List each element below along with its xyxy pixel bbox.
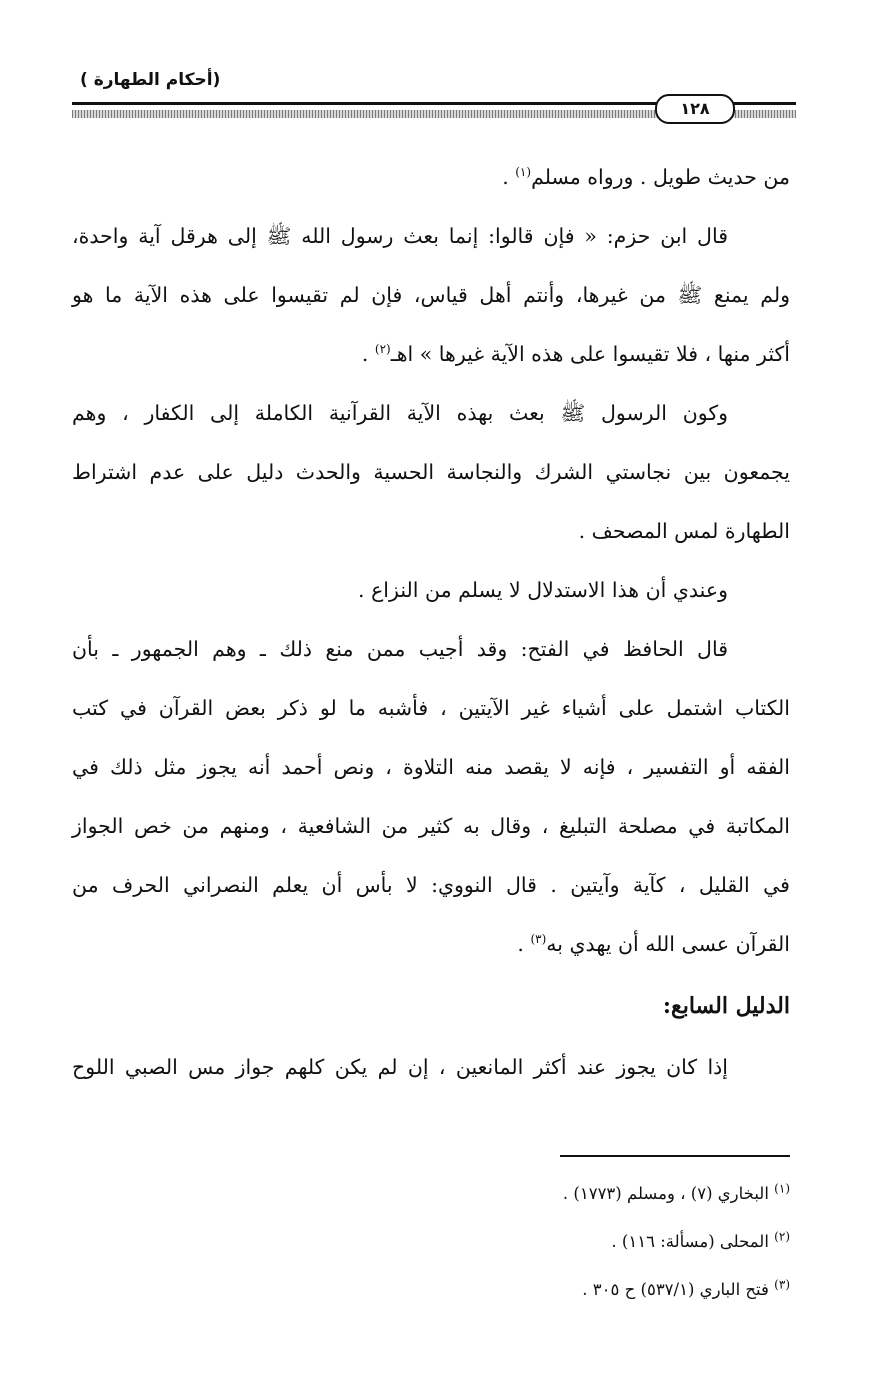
text-line bbox=[72, 148, 790, 207]
line-text: إذا كان يجوز عند أكثر المانعين ، إن لم يكن كلهم جواز مس الصبي اللوح bbox=[72, 1055, 728, 1079]
footnote-ref[interactable]: (١) bbox=[515, 165, 532, 180]
body-text bbox=[72, 148, 790, 1097]
line-text: أكثر منها ، فلا تقيسوا على هذه الآية غيرها » اهـ bbox=[390, 342, 790, 366]
line-end: . bbox=[517, 932, 531, 956]
footnote-ref[interactable]: (٢) bbox=[374, 342, 391, 357]
text-line bbox=[72, 797, 790, 856]
line-text: من حديث طويل . ورواه مسلم bbox=[531, 165, 790, 189]
line-text: وعندي أن هذا الاستدلال لا يسلم من النزاع . bbox=[358, 578, 728, 602]
line-text: المكاتبة في مصلحة التبليغ ، وقال به كثير من الشافعية ، ومنهم من خص الجواز bbox=[72, 814, 790, 838]
line-text: وكون الرسول ﷺ بعث بهذه الآية القرآنية الكاملة إلى الكفار ، وهم bbox=[72, 401, 728, 425]
footnote-text: البخاري (٧) ، ومسلم (١٧٧٣) . bbox=[562, 1184, 769, 1203]
footnote-mark: (٣) bbox=[774, 1277, 790, 1292]
footnote-text: المحلى (مسألة: ١١٦) . bbox=[611, 1232, 769, 1251]
line-text: الدليل السابع: bbox=[662, 993, 790, 1019]
text-line bbox=[72, 738, 790, 797]
footnote-ref[interactable]: (٣) bbox=[530, 932, 547, 947]
text-line bbox=[72, 856, 790, 915]
text-line bbox=[72, 1038, 790, 1097]
line-text: قال الحافظ في الفتح: وقد أجيب ممن منع ذلك ـ وهم الجمهور ـ بأن bbox=[72, 637, 728, 661]
footnote-separator bbox=[560, 1155, 790, 1157]
line-text: ولم يمنع ﷺ من غيرها، وأنتم أهل قياس، فإن لم تقيسوا على هذه الآية ما هو bbox=[72, 283, 790, 307]
line-text: الكتاب اشتمل على أشياء غير الآيتين ، فأشبه ما لو ذكر بعض القرآن في كتب bbox=[72, 696, 790, 720]
line-text: في القليل ، كآية وآيتين . قال النووي: لا بأس أن يعلم النصراني الحرف من bbox=[72, 873, 790, 897]
page-number: ١٢٨ bbox=[655, 94, 735, 124]
running-title: (أحكام الطهارة ) bbox=[80, 70, 221, 90]
line-text: قال ابن حزم: « فإن قالوا: إنما بعث رسول الله ﷺ إلى هرقل آية واحدة، bbox=[72, 224, 728, 248]
text-line bbox=[72, 325, 790, 384]
line-text: القرآن عسى الله أن يهدي به bbox=[546, 932, 790, 956]
line-end: . bbox=[502, 165, 516, 189]
text-line bbox=[72, 384, 790, 443]
line-end: . bbox=[361, 342, 375, 366]
footnote-text: فتح الباري (٥٣٧/١) ح ٣٠٥ . bbox=[582, 1280, 769, 1299]
footnote-item bbox=[300, 1170, 790, 1218]
text-line bbox=[72, 502, 790, 561]
text-line bbox=[72, 620, 790, 679]
text-line bbox=[72, 679, 790, 738]
footnote-item bbox=[300, 1266, 790, 1314]
text-line bbox=[72, 266, 790, 325]
footnote-mark: (٢) bbox=[774, 1229, 790, 1244]
text-line bbox=[72, 443, 790, 502]
footnote-mark: (١) bbox=[774, 1181, 790, 1196]
line-text: الطهارة لمس المصحف . bbox=[578, 519, 790, 543]
text-line bbox=[72, 915, 790, 974]
text-line bbox=[72, 207, 790, 266]
footnote-item bbox=[300, 1218, 790, 1266]
line-text: الفقه أو التفسير ، فإنه لا يقصد منه التلاوة ، ونص أحمد أنه يجوز مثل ذلك في bbox=[72, 755, 790, 779]
section-heading bbox=[72, 974, 790, 1038]
footnotes bbox=[300, 1170, 790, 1314]
line-text: يجمعون بين نجاستي الشرك والنجاسة الحسية والحدث دليل على عدم اشتراط bbox=[72, 460, 790, 484]
text-line bbox=[72, 561, 790, 620]
